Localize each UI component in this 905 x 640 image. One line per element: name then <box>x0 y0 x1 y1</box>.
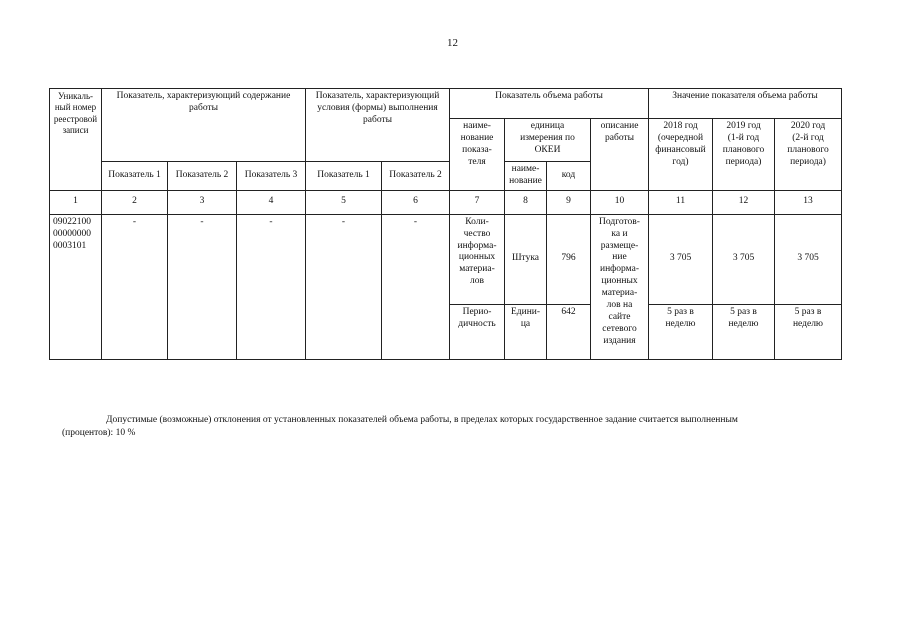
content-indicator-header: Показатель, характеризующий содержание работы <box>102 89 306 162</box>
unique-number-header: Уникаль- ный номер реестровой записи <box>50 89 102 191</box>
unit-code: 642 <box>547 304 591 359</box>
unit-name: Штука <box>505 214 547 304</box>
year-2018-header: 2018 год (очередной финансовый год) <box>649 119 713 191</box>
table-row <box>50 214 842 304</box>
volume-table <box>49 88 842 360</box>
value-2018: 5 раз в неделю <box>649 304 713 359</box>
page-number: 12 <box>447 37 458 49</box>
col-num: 4 <box>237 190 306 214</box>
volume-indicator-header: Показатель объема работы <box>450 89 649 119</box>
conditions-pok2: Показатель 2 <box>382 162 450 191</box>
dash-cell: - <box>168 214 237 359</box>
registry-number: 09022100 00000000 0003101 <box>50 214 102 359</box>
col-num: 11 <box>649 190 713 214</box>
col-num: 12 <box>713 190 775 214</box>
description-header: описание работы <box>591 119 649 191</box>
col-num: 8 <box>505 190 547 214</box>
conditions-pok1: Показатель 1 <box>306 162 382 191</box>
note-line-1: Допустимые (возможные) отклонения от установленных показателей объема работы, в пределах которых государственное задание считается выполненным <box>106 415 738 425</box>
col-num: 13 <box>775 190 842 214</box>
col-num: 3 <box>168 190 237 214</box>
col-num: 5 <box>306 190 382 214</box>
conditions-indicator-header: Показатель, характеризующий условия (формы) выполнения работы <box>306 89 450 162</box>
unit-header: единица измерения по ОКЕИ <box>505 119 591 162</box>
content-pok2: Показатель 2 <box>168 162 237 191</box>
indicator-name: Перио- дичность <box>450 304 505 359</box>
content-pok3: Показатель 3 <box>237 162 306 191</box>
work-description: Подготов- ка и размеще- ние информа- ционных материа- лов на сайте сетевого издания <box>591 214 649 359</box>
unit-code-header: код <box>547 162 591 191</box>
col-num: 10 <box>591 190 649 214</box>
value-2020: 3 705 <box>775 214 842 304</box>
column-number-row <box>50 190 842 214</box>
note-line-2: (процентов): 10 % <box>62 427 136 438</box>
col-num: 2 <box>102 190 168 214</box>
value-2020: 5 раз в неделю <box>775 304 842 359</box>
deviation-note <box>62 414 841 440</box>
unit-code: 796 <box>547 214 591 304</box>
volume-value-header: Значение показателя объема работы <box>649 89 842 119</box>
dash-cell: - <box>237 214 306 359</box>
year-2019-header: 2019 год (1-й год планового периода) <box>713 119 775 191</box>
unit-name: Едини- ца <box>505 304 547 359</box>
col-num: 6 <box>382 190 450 214</box>
value-2019: 3 705 <box>713 214 775 304</box>
indicator-name: Коли- чество информа- ционных материа- лов <box>450 214 505 304</box>
col-num: 1 <box>50 190 102 214</box>
col-num: 9 <box>547 190 591 214</box>
dash-cell: - <box>102 214 168 359</box>
value-2019: 5 раз в неделю <box>713 304 775 359</box>
value-2018: 3 705 <box>649 214 713 304</box>
content-pok1: Показатель 1 <box>102 162 168 191</box>
dash-cell: - <box>382 214 450 359</box>
indicator-name-header: наиме- нование показа- теля <box>450 119 505 191</box>
col-num: 7 <box>450 190 505 214</box>
unit-name-header: наиме- нование <box>505 162 547 191</box>
dash-cell: - <box>306 214 382 359</box>
year-2020-header: 2020 год (2-й год планового периода) <box>775 119 842 191</box>
